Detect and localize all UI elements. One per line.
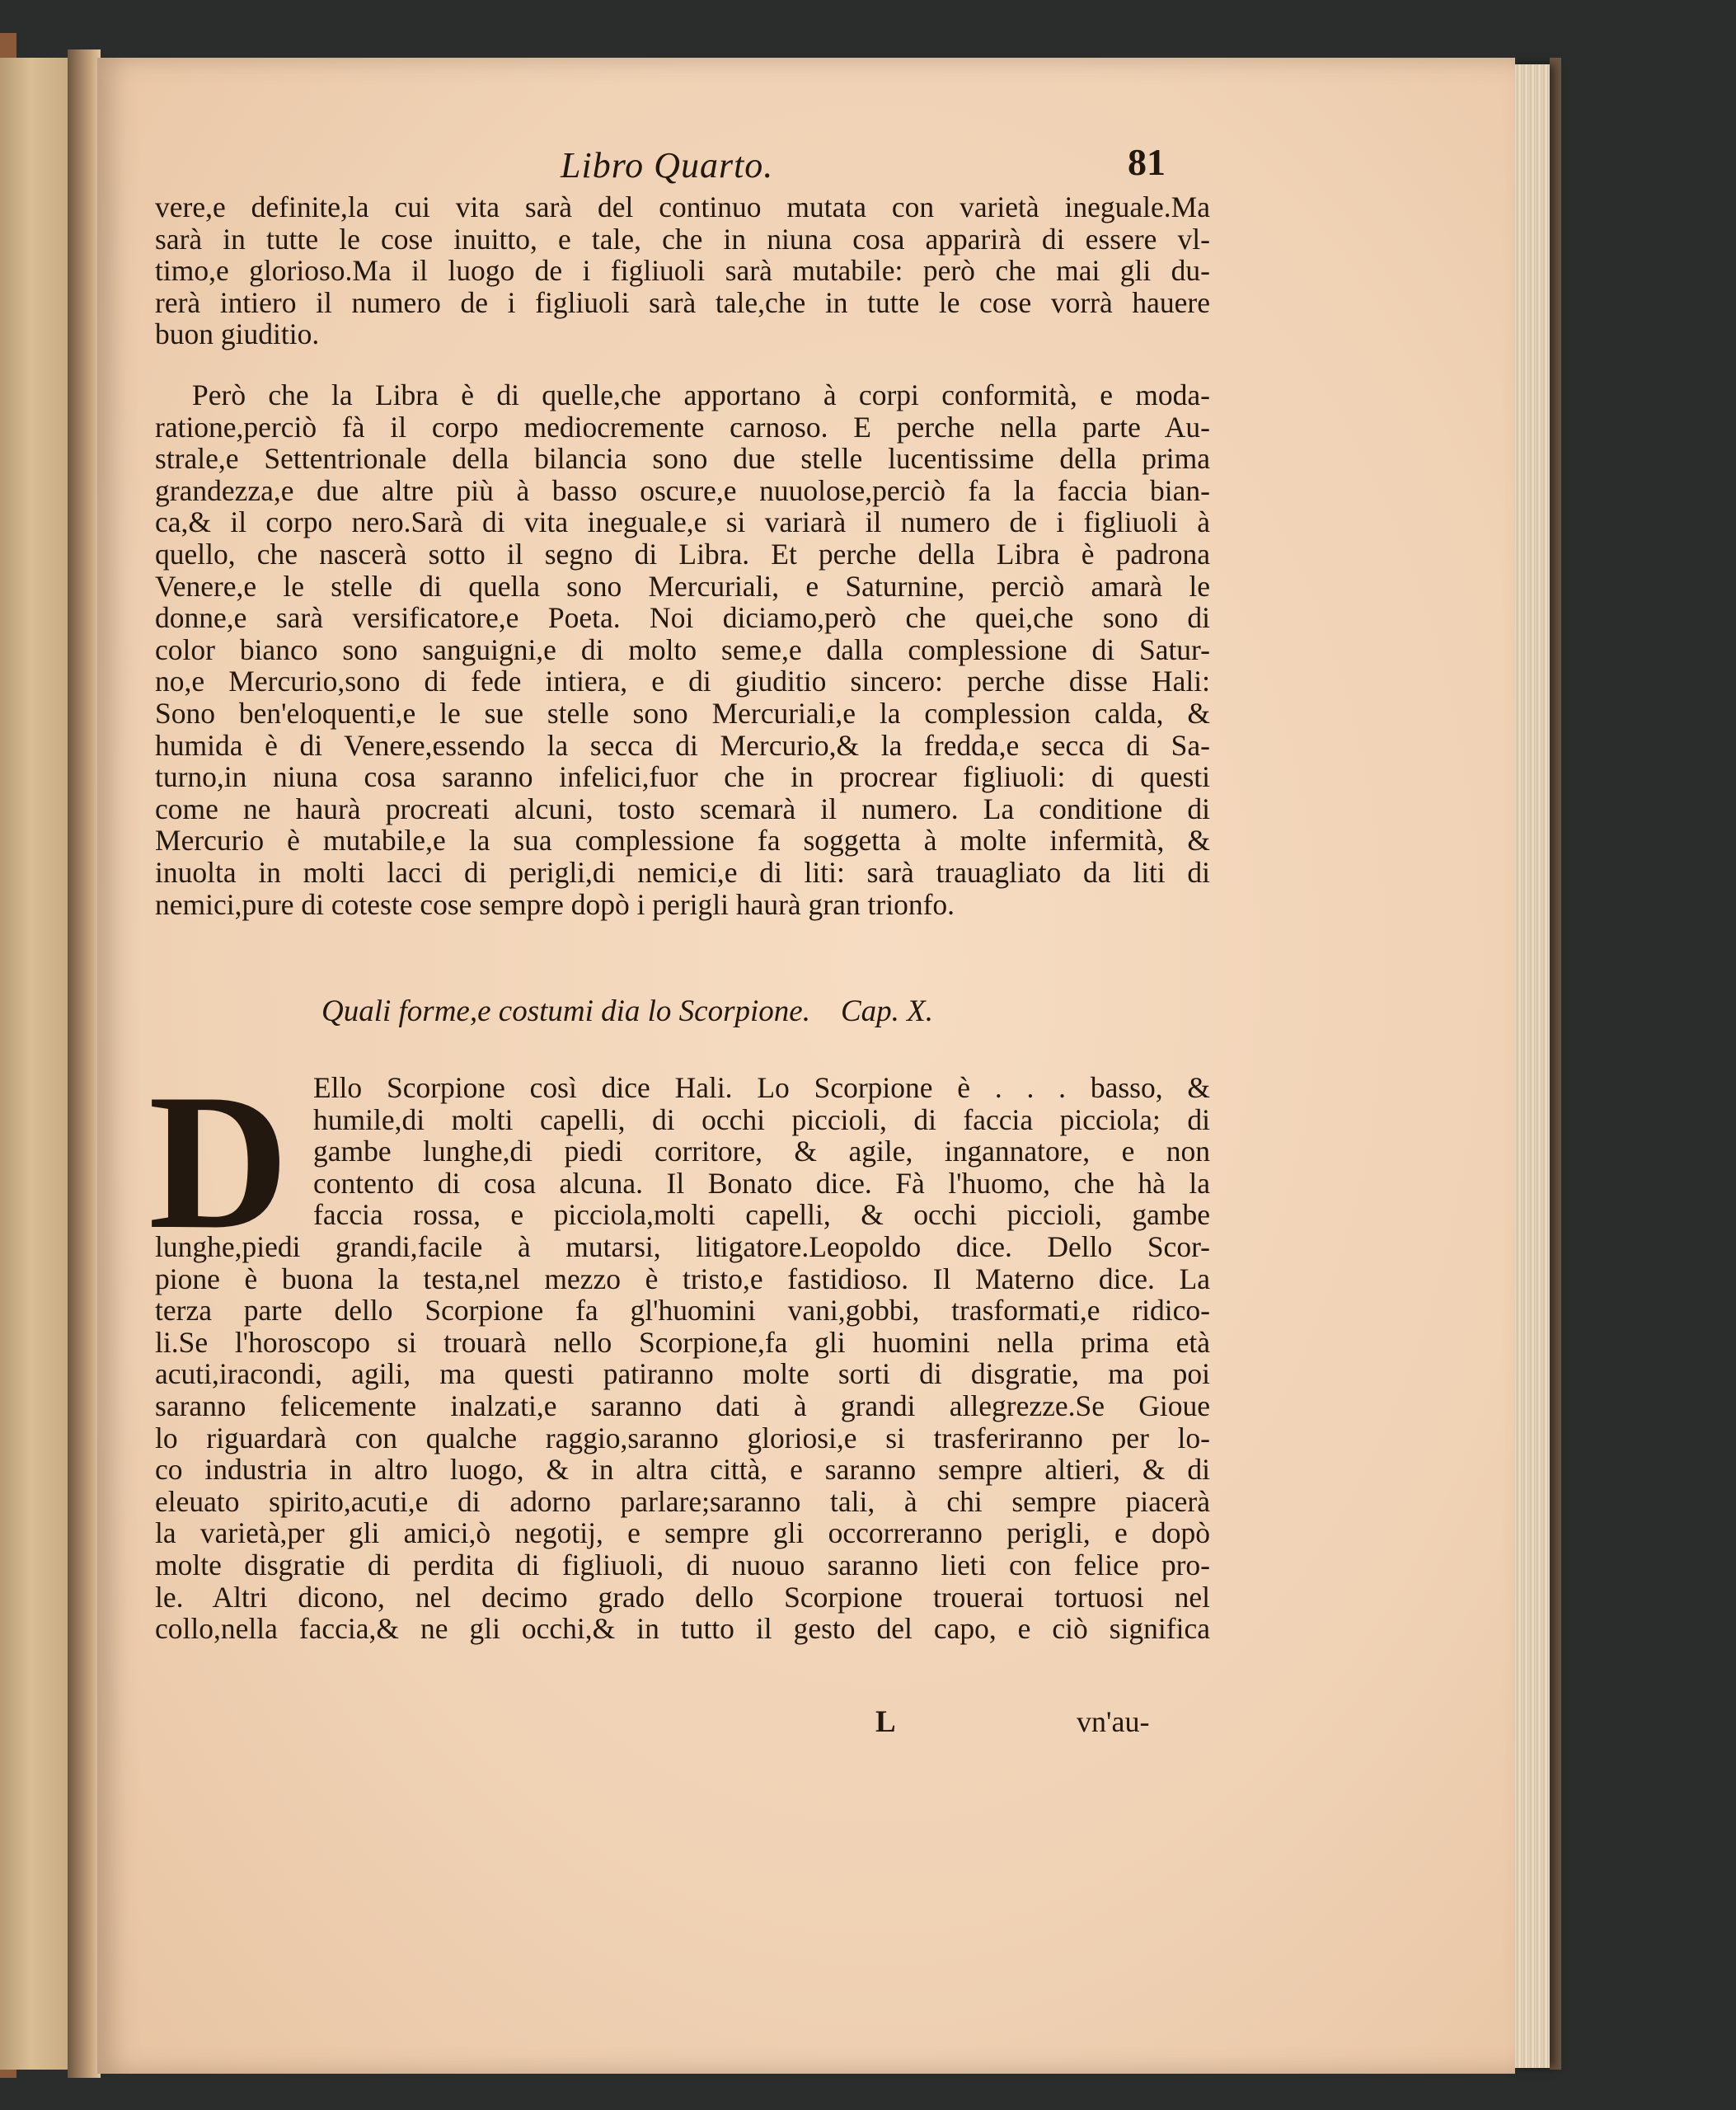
text-line: lo riguardarà con qualche raggio,saranno gloriosi,e si trasferiranno per lo- xyxy=(155,1421,1210,1454)
text-line: come ne haurà procreati alcuni, tosto scemarà il numero. La conditione di xyxy=(155,792,1210,825)
signature-mark: L xyxy=(875,1705,896,1739)
paragraph-1 xyxy=(155,191,1210,350)
text-line: Ello Scorpione così dice Hali. Lo Scorpione è . . . basso, & xyxy=(313,1071,1210,1104)
text-line: acuti,iracondi, agili, ma questi patiranno molte sorti di disgratie, ma poi xyxy=(155,1357,1210,1391)
page-number: 81 xyxy=(1128,141,1166,183)
text-line: ca,& il corpo nero.Sarà di vita ineguale,e si variarà il numero de i figliuoli à xyxy=(155,505,1210,539)
text-line: faccia rossa, e picciola,molti capelli, & occhi piccioli, gambe xyxy=(313,1198,1210,1232)
drop-cap: D xyxy=(148,1055,289,1270)
text-line: humida è di Venere,essendo la secca di Mercurio,& la fredda,e secca di Sa- xyxy=(155,728,1210,762)
text-line: collo,nella faccia,& ne gli occhi,& in tutto il gesto del capo, e ciò significa xyxy=(155,1612,1210,1646)
text-line: Sono ben'eloquenti,e le sue stelle sono Mercuriali,e la complession calda, & xyxy=(155,696,1210,730)
chapter-body xyxy=(155,1072,1210,1645)
text-line: Mercurio è mutabile,e la sua complessione fa soggetta à molte infermità, & xyxy=(155,824,1210,858)
text-line: li.Se l'horoscopo si trouarà nello Scorpione,fa gli huomini nella prima età xyxy=(155,1325,1210,1359)
spine-gutter xyxy=(68,49,101,2078)
text-line: gambe lunghe,di piedi corritore, & agile, ingannatore, e non xyxy=(313,1135,1210,1168)
book-page xyxy=(97,58,1515,2074)
text-line: saranno felicemente inalzati,e saranno dati à grandi allegrezze.Se Gioue xyxy=(155,1389,1210,1422)
running-head-title: Libro Quarto. xyxy=(561,145,774,186)
text-line: turno,in niuna cosa saranno infelici,fuor che in procrear figliuoli: di questi xyxy=(155,760,1210,794)
text-line: grandezza,e due altre più à basso oscure,e nuuolose,perciò fa la faccia bian- xyxy=(155,473,1210,507)
right-cover-board xyxy=(1550,58,1561,2070)
text-line: quello, che nascerà sotto il segno di Libra. Et perche della Libra è padrona xyxy=(155,537,1210,571)
text-line: le. Altri dicono, nel decimo grado dello Scorpione trouerai tortuosi nel xyxy=(155,1580,1210,1614)
text-line: terza parte dello Scorpione fa gl'huomini vani,gobbi, trasformati,e ridico- xyxy=(155,1294,1210,1328)
text-line: ratione,perciò fà il corpo mediocremente carnoso. E perche nella parte Au- xyxy=(155,410,1210,444)
text-line: eleuato spirito,acuti,e di adorno parlare;saranno tali, à chi sempre piacerà xyxy=(155,1484,1210,1518)
text-line: timo,e glorioso.Ma il luogo de i figliuoli sarà mutabile: però che mai gli du- xyxy=(155,254,1210,288)
text-line: co industria in altro luogo, & in altra città, e saranno sempre altieri, & di xyxy=(155,1453,1210,1487)
paragraph-2 xyxy=(155,379,1210,920)
text-line: no,e Mercurio,sono di fede intiera, e di giuditio sincero: perche disse Hali: xyxy=(155,665,1210,698)
text-line: lunghe,piedi grandi,facile à mutarsi, litigatore.Leopoldo dice. Dello Scor- xyxy=(155,1229,1210,1263)
text-line: donne,e sarà versificatore,e Poeta. Noi diciamo,però che quei,che sono di xyxy=(155,601,1210,635)
text-line: molte disgratie di perdita di figliuoli, di nuouo saranno lieti con felice pro- xyxy=(155,1548,1210,1581)
chapter-title: Quali forme,e costumi dia lo Scorpione. xyxy=(321,994,810,1028)
chapter-label: Cap. X. xyxy=(840,994,933,1028)
text-line: buon giuditio. xyxy=(155,317,320,351)
text-line: inuolta in molti lacci di perigli,di nemici,e di liti: sarà trauagliato da liti di xyxy=(155,855,1210,889)
text-line: pione è buona la testa,nel mezzo è tristo,e fastidioso. Il Materno dice. La xyxy=(155,1262,1210,1295)
text-line: nemici,pure di coteste cose sempre dopò i perigli haurà gran trionfo. xyxy=(155,887,955,921)
text-line: contento di cosa alcuna. Il Bonato dice. Fà l'huomo, che hà la xyxy=(313,1166,1210,1200)
text-line: sarà in tutte le cose inuitto, e tale, che in niuna cosa apparirà di essere vl- xyxy=(155,222,1210,256)
text-line: vere,e definite,la cui vita sarà del continuo mutata con varietà ineguale.Ma xyxy=(155,190,1210,223)
text-line: strale,e Settentrionale della bilancia sono due stelle lucentissime della prima xyxy=(155,442,1210,476)
text-line: Però che la Libra è di quelle,che apportano à corpi conformità, e moda- xyxy=(192,378,1210,411)
previous-page-edge xyxy=(0,58,70,2070)
text-line: rerà intiero il numero de i figliuoli sarà tale,che in tutte le cose vorrà hauere xyxy=(155,285,1210,319)
text-line: Venere,e le stelle di quella sono Mercuriali, e Saturnine, perciò amarà le xyxy=(155,569,1210,603)
catchword: vn'au- xyxy=(1077,1705,1150,1738)
text-line: la varietà,per gli amici,ò negotij, e sempre gli occorreranno perigli, e dopò xyxy=(155,1516,1210,1550)
text-line: humile,di molti capelli, di occhi piccioli, di faccia picciola; di xyxy=(313,1102,1210,1136)
chapter-heading xyxy=(321,994,933,1029)
text-line: color bianco sono sanguigni,e di molto seme,e dalla complessione di Satur- xyxy=(155,632,1210,666)
